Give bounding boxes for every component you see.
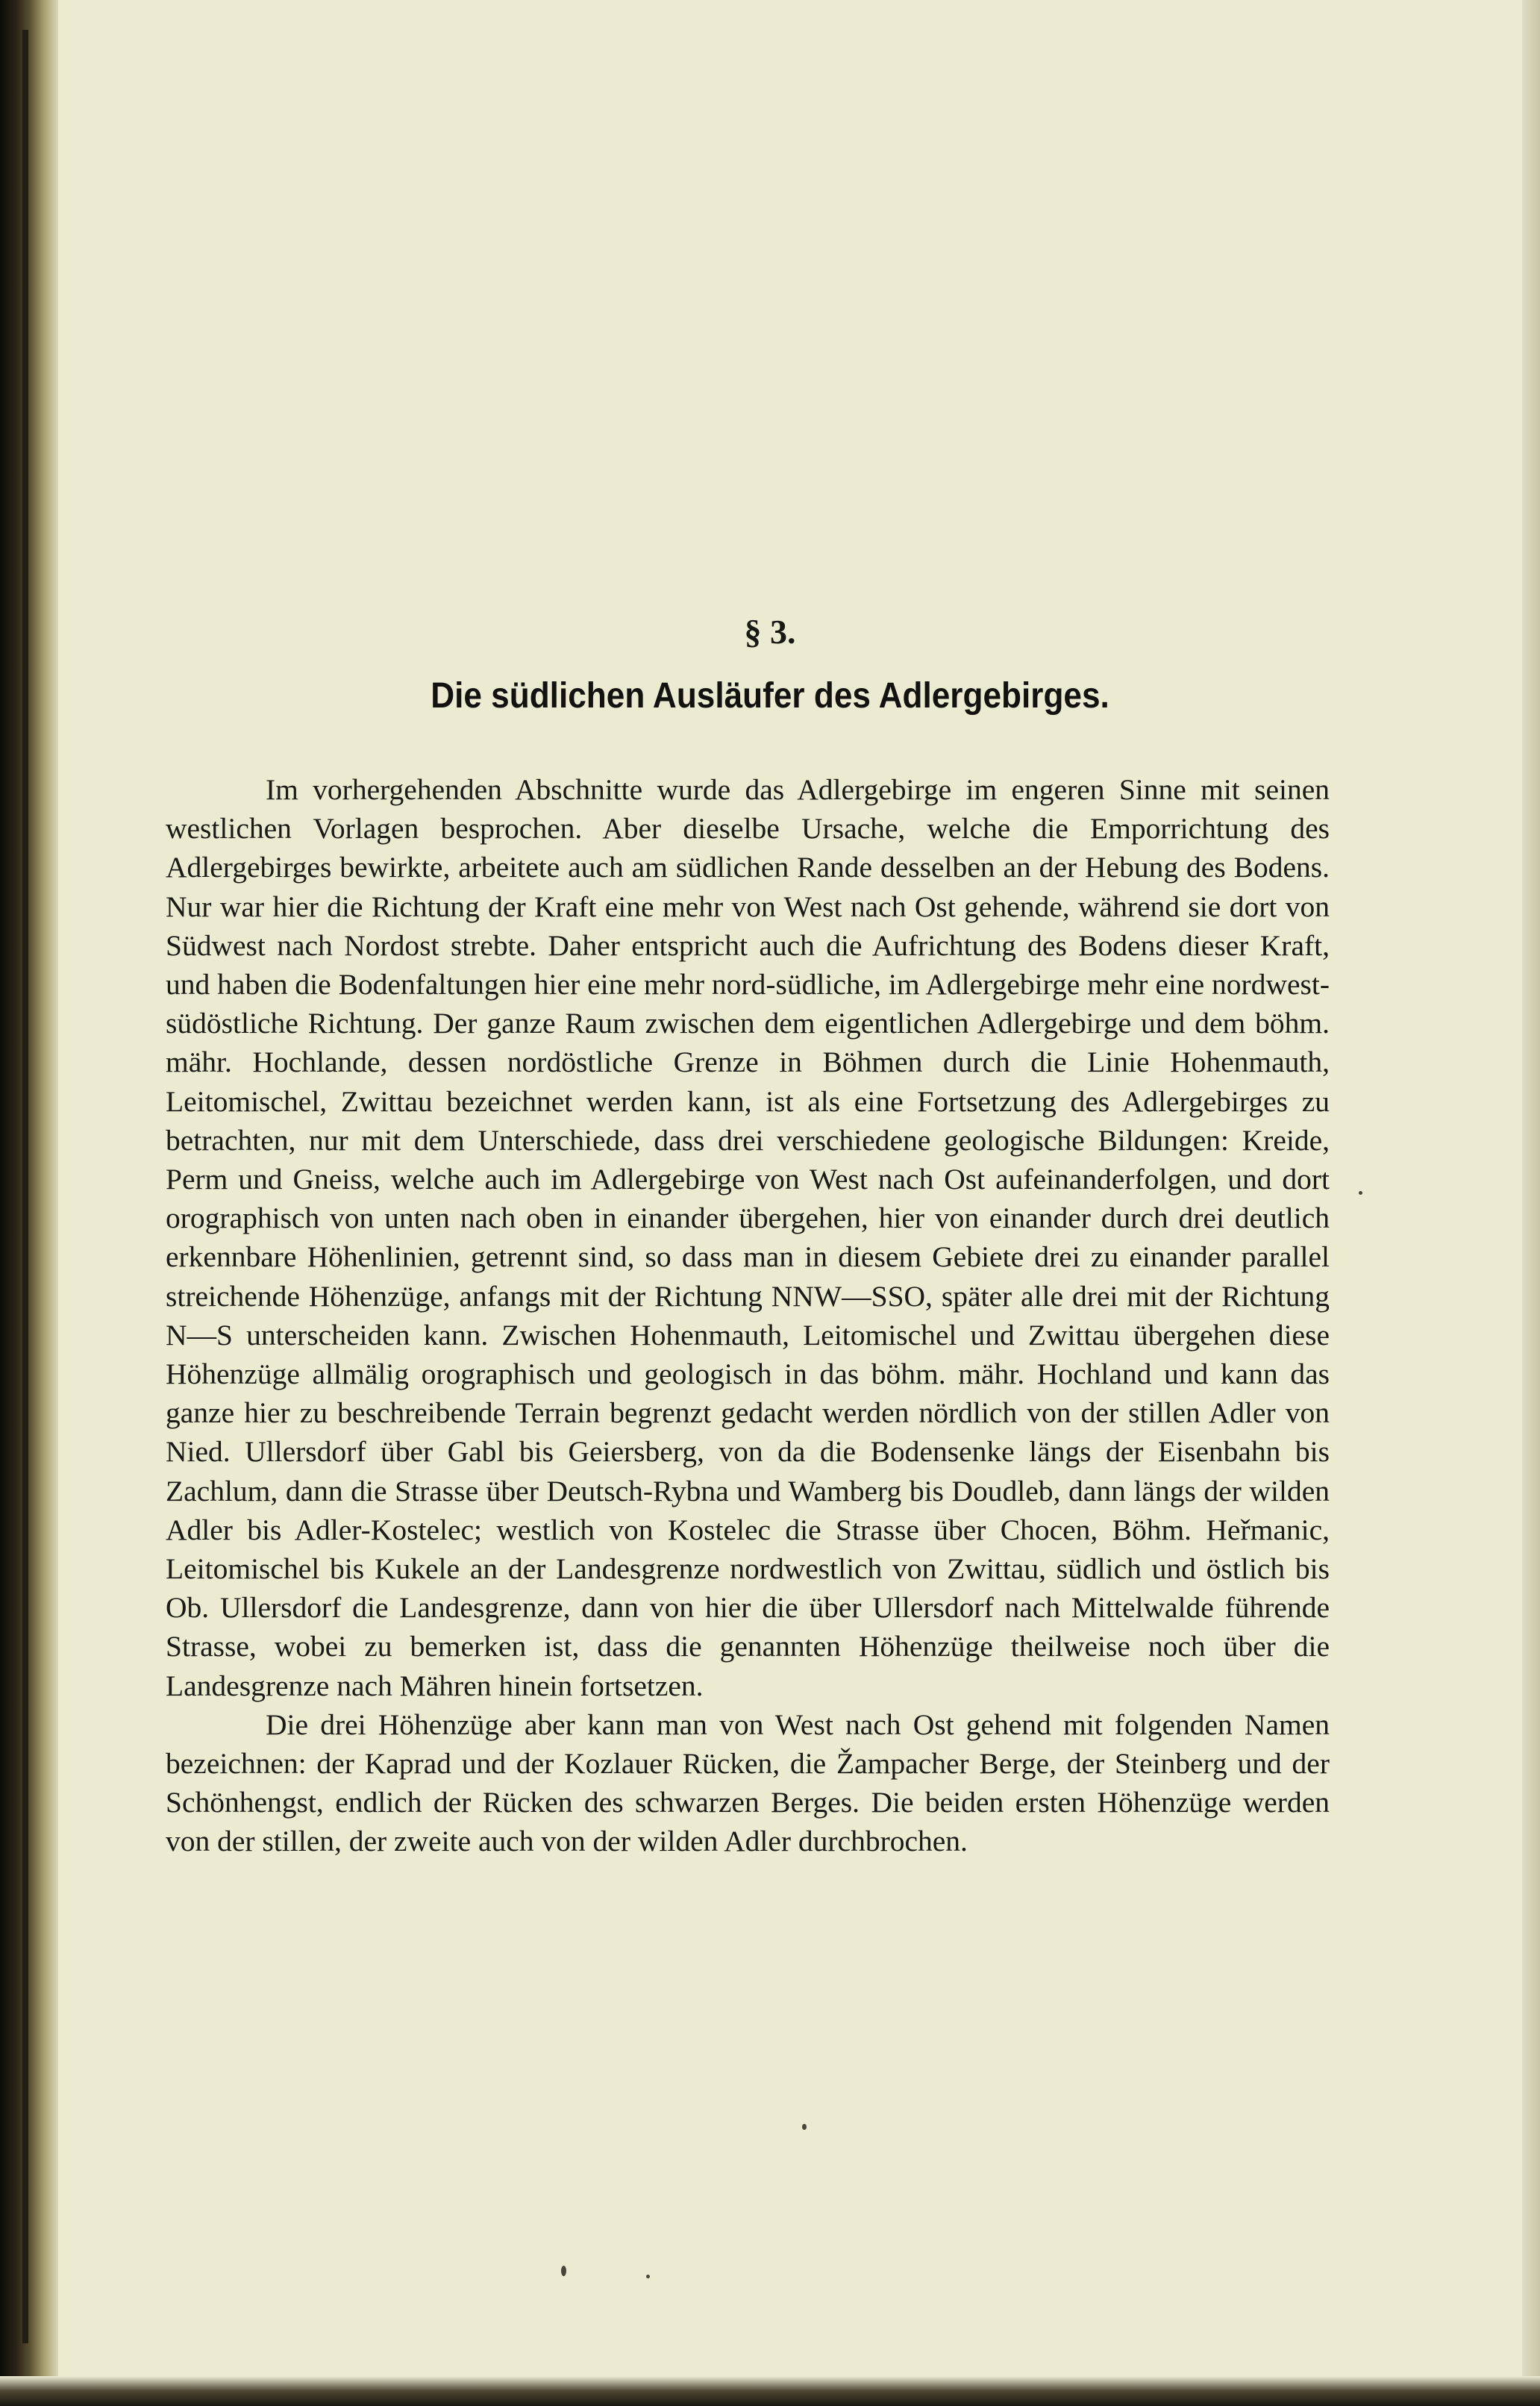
binding-edge <box>22 30 28 2343</box>
section-title: Die südlichen Ausläufer des Adlergebirges. <box>431 676 1109 716</box>
book-spine-shadow <box>0 0 58 2406</box>
ink-speck <box>1359 1191 1362 1195</box>
paragraph-1: Im vorhergehenden Abschnitte wurde das Adlergebirge im engeren Sinne mit seinen westlichen Vorlagen besprochen. Aber dieselbe Ursache, welche die Emporrichtung des Adlergebirges bewirkte, arbeitete auch am südlichen Rande desselben an der Hebung des Bodens. Nur war hier die Richtung der Kraft eine mehr von West nach Ost gehende, während sie dort von Südwest nach Nordost strebte. Daher entspricht auch die Aufrichtung des Bodens dieser Kraft, und haben die Bodenfaltungen hier eine mehr nord-südliche, im Adlergebirge mehr eine nordwest-südöstliche Richtung. Der ganze Raum zwischen dem eigentlichen Adlergebirge und dem böhm. mähr. Hochlande, dessen nordöstliche Grenze in Böhmen durch die Linie Hohenmauth, Leitomischel, Zwittau bezeichnet werden kann, ist als eine Fortsetzung des Adlergebirges zu betrachten, nur mit dem Unterschiede, dass drei verschiedene geologische Bildungen: Kreide, Perm und Gneiss, welche auch im Adlergebirge von West nach Ost aufeinanderfolgen, und dort orographisch von unten nach oben in einander übergehen, hier von einander durch drei deutlich erkennbare Höhenlinien, getrennt sind, so dass man in diesem Gebiete drei zu einander parallel streichende Höhenzüge, anfangs mit der Richtung NNW—SSO, später alle drei mit der Richtung N—S unterscheiden kann. Zwischen Hohenmauth, Leitomischel und Zwittau übergehen diese Höhenzüge allmälig orographisch und geologisch in das böhm. mähr. Hochland und kann das ganze hier zu beschreibende Terrain begrenzt gedacht werden nördlich von der stillen Adler von Nied. Ullersdorf über Gabl bis Geiersberg, von da die Bodensenke längs der Eisenbahn bis Zachlum, dann die Strasse über Deutsch-Rybna und Wamberg bis Doudleb, dann längs der wilden Adler bis Adler-Kostelec; westlich von Kostelec die Strasse über Chocen, Böhm. Heřmanic, Leitomischel bis Kukele an der Landesgrenze nordwestlich von Zwittau, südlich und östlich bis Ob. Ullersdorf die Landesgrenze, dann von hier die über Ullersdorf nach Mittelwalde führende Strasse, wobei zu bemerken ist, dass die genannten Höhenzüge theilweise noch über die Landesgrenze nach Mähren hinein fortsetzen. <box>166 773 1330 1702</box>
ink-speck <box>561 2266 566 2276</box>
body-text <box>166 770 1330 1861</box>
paragraph-2: Die drei Höhenzüge aber kann man von West nach Ost gehend mit folgenden Namen bezeichnen: der Kaprad und der Kozlauer Rücken, die Žampacher Berge, der Steinberg und der Schönhengst, endlich der Rücken des schwarzen Berges. Die beiden ersten Höhenzüge werden von der stillen, der zweite auch von der wilden Adler durchbrochen. <box>166 1707 1330 1858</box>
page-bottom-edge <box>0 2376 1540 2406</box>
section-number: § 3. <box>744 613 796 651</box>
page-right-edge <box>1522 0 1540 2406</box>
ink-speck <box>646 2275 650 2278</box>
ink-speck <box>802 2124 807 2130</box>
